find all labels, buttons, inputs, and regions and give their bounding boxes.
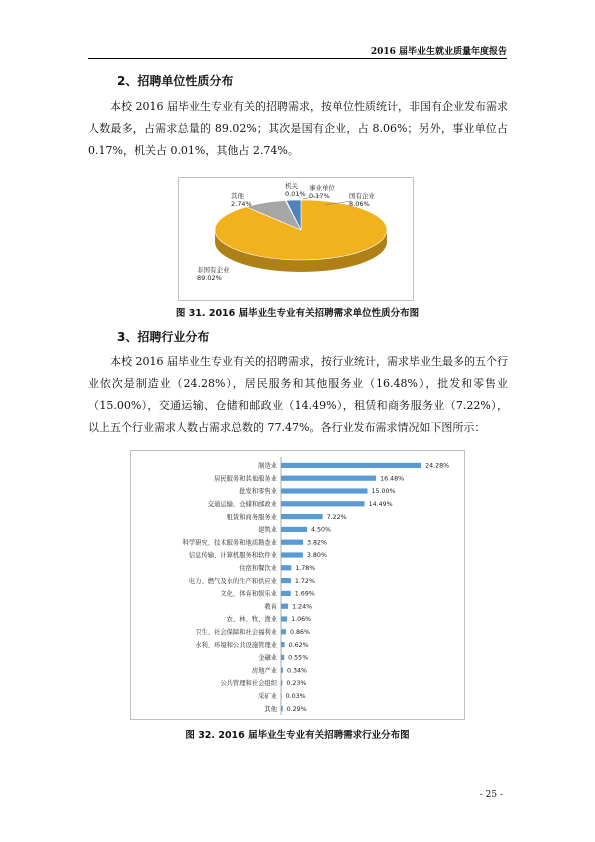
bar-category-label: 其他 bbox=[264, 705, 277, 713]
bar-category-label: 金融业 bbox=[258, 654, 277, 662]
bar bbox=[281, 591, 291, 596]
paragraph-industry: 本校 2016 届毕业生专业有关的招聘需求，按行业统计，需求毕业生最多的五个行业依次是制造业（24.28%），居民服务和其他服务业（16.48%），批发和零售业（15.00%），交通运输、仓储和邮政业（14.49%），租赁和商务服务业（7.22%），以上五个行业需求人数占需求总数的 77.47%。各行业发布需求情况如下图所示： bbox=[88, 355, 508, 434]
pie-category-label: 非国有企业 bbox=[197, 266, 230, 274]
pie-value-label: 8.06% bbox=[349, 200, 370, 208]
bar bbox=[281, 655, 284, 660]
section-heading-industry: 3、招聘行业分布 bbox=[117, 330, 210, 344]
bar bbox=[281, 552, 303, 557]
bar bbox=[281, 604, 288, 609]
header-rule bbox=[88, 58, 507, 59]
bar bbox=[281, 680, 282, 685]
bar-category-label: 水利、环境和公共设施管理业 bbox=[195, 641, 277, 649]
report-title: 2016 届毕业生就业质量年度报告 bbox=[370, 47, 507, 57]
bar bbox=[281, 616, 287, 621]
bar-value-label: 14.49% bbox=[368, 501, 393, 508]
bar bbox=[281, 501, 365, 506]
bar-category-label: 租赁和商务服务业 bbox=[226, 513, 277, 521]
bar-value-label: 4.50% bbox=[310, 526, 331, 534]
bar bbox=[281, 578, 291, 583]
section-heading-unit-type: 2、招聘单位性质分布 bbox=[117, 74, 234, 88]
bar-category-label: 采矿业 bbox=[258, 693, 277, 700]
bar bbox=[281, 629, 286, 634]
bar bbox=[281, 540, 303, 545]
pie-chart-frame bbox=[178, 177, 414, 301]
bar bbox=[281, 668, 283, 673]
paragraph-unit-type: 本校 2016 届毕业生专业有关的招聘需求，按单位性质统计，非国有企业发布需求人数最多，占需求总量的 89.02%；其次是国有企业，占 8.06%；另外，事业单位占 0.17%，机关占 0.01%，其他占 2.74%。 bbox=[88, 100, 508, 157]
pie-slices bbox=[215, 200, 387, 260]
bar-category-label: 教育 bbox=[264, 603, 277, 611]
figure-caption-32: 图 32. 2016 届毕业生专业有关招聘需求行业分布图 bbox=[185, 730, 410, 741]
bar-value-label: 7.22% bbox=[326, 513, 347, 521]
bar-category-label: 科学研究、技术服务和地质勘查业 bbox=[182, 539, 277, 547]
bar-value-label: 24.28% bbox=[425, 462, 450, 470]
page-number: - 25 - bbox=[479, 790, 503, 800]
pie-category-label: 国有企业 bbox=[349, 192, 375, 200]
bar-category-label: 批发和零售业 bbox=[239, 488, 277, 496]
figure-caption-31: 图 31. 2016 届毕业生专业有关招聘需求单位性质分布图 bbox=[175, 308, 420, 319]
bar bbox=[281, 476, 376, 481]
bar-value-label: 0.55% bbox=[288, 654, 309, 662]
pie-value-label: 0.17% bbox=[309, 192, 330, 200]
pie-category-label: 其他 bbox=[231, 192, 244, 200]
pie-category-label: 机关 bbox=[285, 182, 298, 190]
pie-value-label: 2.74% bbox=[231, 200, 252, 208]
bar-category-label: 电力、燃气及水的生产和供应业 bbox=[188, 577, 277, 585]
bar-value-label: 3.82% bbox=[307, 539, 328, 547]
bar-category-label: 农、林、牧、渔业 bbox=[226, 616, 277, 624]
bar-value-label: 1.24% bbox=[292, 603, 313, 611]
page-header bbox=[0, 0, 595, 60]
bar bbox=[281, 527, 307, 532]
bar-value-label: 0.29% bbox=[286, 705, 307, 713]
bar-category-label: 建筑业 bbox=[258, 526, 277, 534]
bar bbox=[281, 565, 291, 570]
bar-value-label: 0.34% bbox=[286, 667, 307, 675]
pie-value-label: 0.01% bbox=[285, 190, 306, 198]
bar bbox=[281, 706, 283, 711]
bar bbox=[281, 642, 285, 647]
bar bbox=[281, 488, 368, 493]
bar-value-label: 0.03% bbox=[285, 693, 306, 700]
bar-chart bbox=[131, 451, 464, 719]
bar-value-label: 1.72% bbox=[294, 577, 315, 585]
pie-value-label: 89.02% bbox=[197, 274, 222, 282]
bar-value-label: 3.80% bbox=[306, 552, 327, 560]
bar-category-label: 住宿和餐饮业 bbox=[239, 565, 277, 572]
bar-value-label: 0.86% bbox=[289, 629, 310, 636]
bar-value-label: 15.00% bbox=[371, 488, 396, 496]
bar-chart-frame bbox=[130, 450, 465, 720]
pie-chart bbox=[179, 178, 413, 300]
pie-category-label: 事业单位 bbox=[309, 184, 335, 192]
bar-category-label: 信息传输、计算机服务和软件业 bbox=[188, 552, 277, 560]
bar-category-label: 制造业 bbox=[258, 462, 277, 470]
bar bbox=[281, 463, 421, 468]
bar-category-label: 房地产业 bbox=[251, 667, 277, 675]
bar bbox=[281, 693, 282, 698]
bar-category-label: 卫生、社会保障和社会福利业 bbox=[195, 629, 277, 636]
bar-value-label: 1.69% bbox=[294, 590, 315, 598]
bar-category-label: 公共管理和社会组织 bbox=[220, 680, 277, 688]
bar-value-label: 1.06% bbox=[291, 616, 312, 624]
bar bbox=[281, 514, 323, 519]
bar-value-label: 0.62% bbox=[288, 641, 309, 649]
bar-category-label: 文化、体育和娱乐业 bbox=[220, 590, 277, 598]
bar-category-label: 交通运输、仓储和邮政业 bbox=[207, 501, 277, 508]
bar-value-label: 0.23% bbox=[286, 680, 307, 688]
bar-value-label: 16.48% bbox=[380, 475, 405, 483]
bar-value-label: 1.78% bbox=[295, 565, 316, 572]
bar-category-label: 居民服务和其他服务业 bbox=[214, 475, 277, 483]
